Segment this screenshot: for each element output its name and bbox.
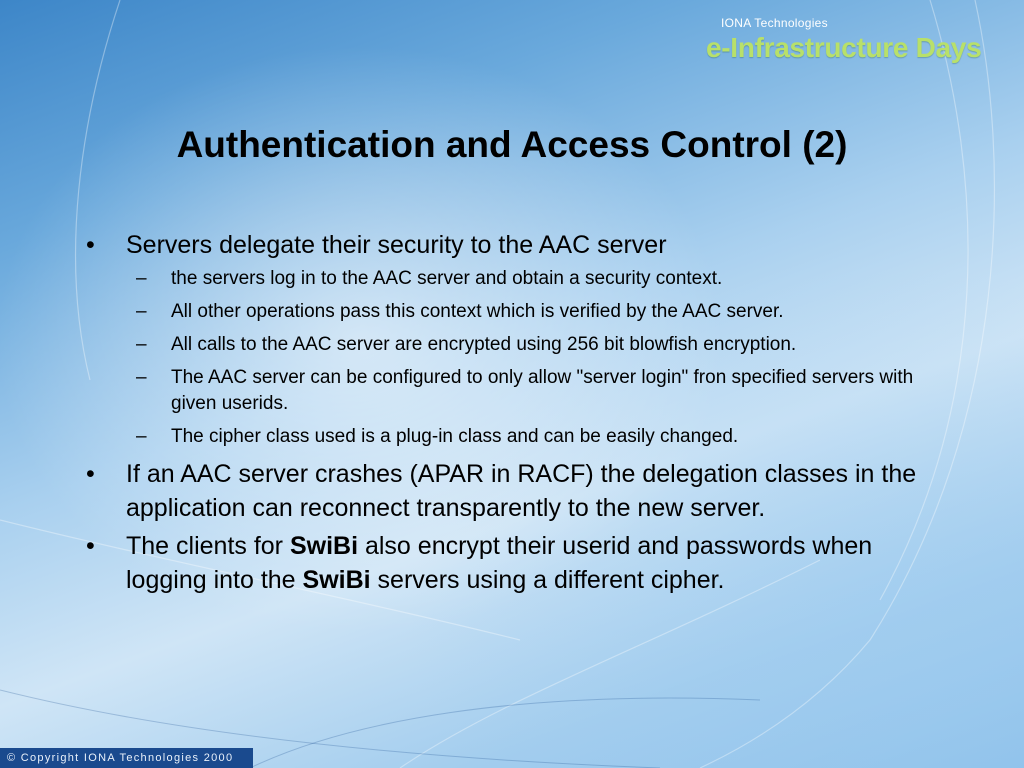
bullet-marker: • bbox=[86, 532, 95, 560]
product-name-swibi: SwiBi bbox=[289, 532, 359, 560]
sub-bullet-text: the servers log in to the AAC server and obtain a security context. bbox=[171, 268, 723, 289]
bullet-text-part: also encrypt their userid and passwords when logging into the bbox=[126, 532, 873, 594]
bullet-text: If an AAC server crashes (APAR in RACF) the delegation classes in the application can reconnect transparently to the new server. bbox=[126, 460, 917, 522]
dash-marker: – bbox=[136, 334, 147, 355]
slide-content bbox=[86, 228, 926, 601]
bullet-text bbox=[126, 529, 926, 597]
bullet-text-part: servers using a different cipher. bbox=[370, 566, 725, 594]
sub-bullet-item bbox=[126, 266, 926, 292]
dash-marker: – bbox=[136, 367, 147, 388]
sub-bullet-text: All calls to the AAC server are encrypted using 256 bit blowfish encryption. bbox=[171, 334, 797, 355]
bullet-marker: • bbox=[86, 231, 95, 259]
slide-title: Authentication and Access Control (2) bbox=[176, 124, 848, 165]
bullet-item bbox=[86, 529, 926, 597]
brand-logo bbox=[706, 16, 1006, 64]
dash-marker: – bbox=[136, 426, 147, 447]
sub-bullet-text: All other operations pass this context which is verified by the AAC server. bbox=[171, 301, 784, 322]
dash-marker: – bbox=[136, 268, 147, 289]
sub-bullet-item bbox=[126, 424, 926, 450]
dash-marker: – bbox=[136, 301, 147, 322]
sub-bullet-text: The AAC server can be configured to only allow "server login" fron specified servers with given userids. bbox=[171, 367, 914, 414]
bullet-marker: • bbox=[86, 460, 95, 488]
sub-bullet-item bbox=[126, 299, 926, 325]
brand-company: IONA Technologies bbox=[721, 16, 828, 30]
bullet-item bbox=[86, 457, 926, 525]
copyright-footer: © Copyright IONA Technologies 2000 bbox=[0, 748, 253, 768]
bullet-text: Servers delegate their security to the AAC server bbox=[126, 231, 667, 259]
bullet-text-part: The clients for bbox=[126, 532, 290, 560]
bullet-item bbox=[86, 228, 926, 262]
brand-event-name: e-Infrastructure Days bbox=[706, 32, 982, 63]
sub-bullet-item bbox=[126, 365, 926, 417]
sub-bullet-list bbox=[126, 266, 926, 450]
product-name-swibi: SwiBi bbox=[302, 566, 371, 594]
sub-bullet-item bbox=[126, 332, 926, 358]
sub-bullet-text: The cipher class used is a plug-in class and can be easily changed. bbox=[171, 426, 739, 447]
